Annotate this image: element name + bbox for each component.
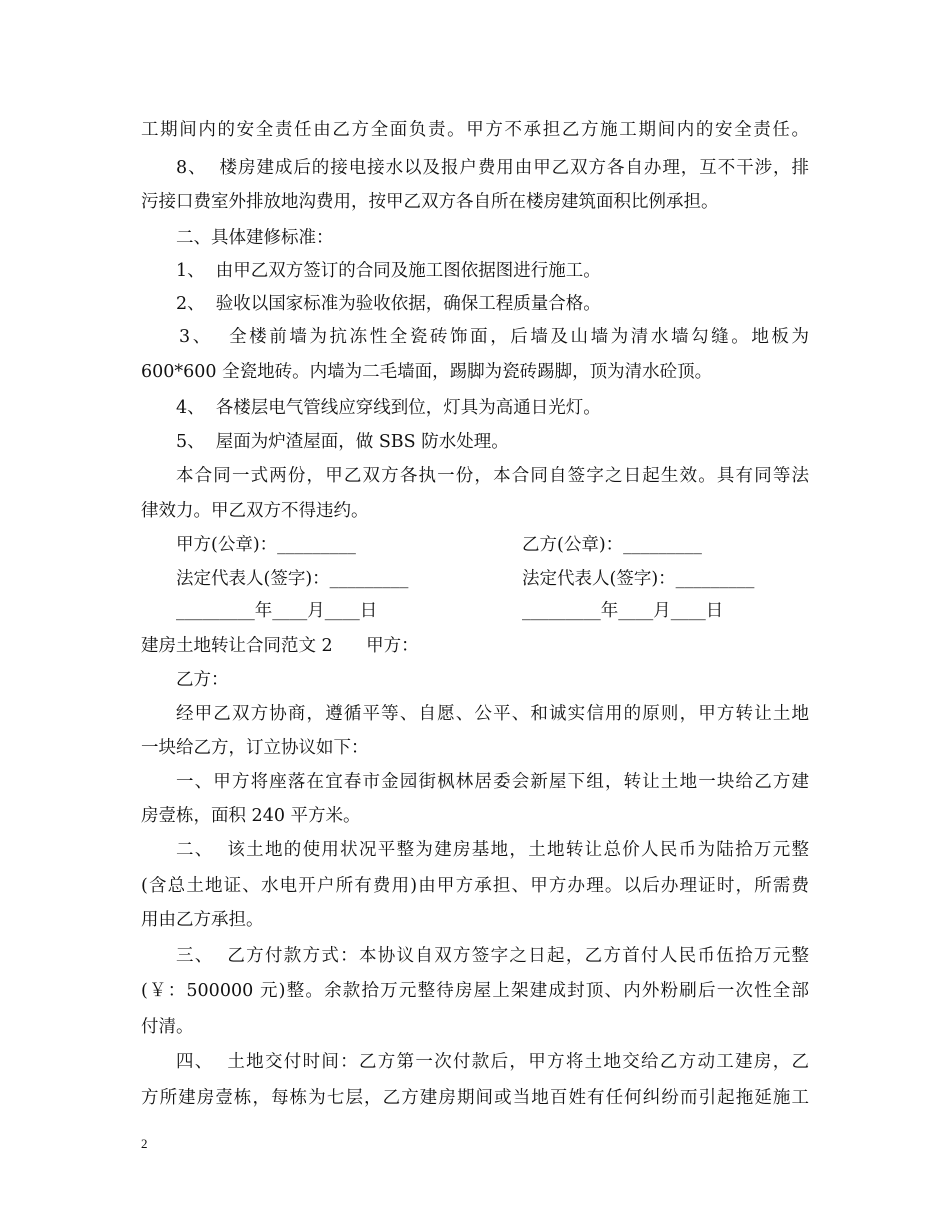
text-line: 乙方： — [176, 670, 229, 690]
text-line: 2、 验收以国家标准为验收依据，确保工程质量合格。 — [176, 294, 601, 314]
text-line: 二、 该土地的使用状况平整为建房基地，土地转让总价人民币为陆拾万元整 — [176, 840, 809, 860]
party-a-seal-field: 甲方(公章)：_________ — [176, 535, 356, 555]
text-line: 一、甲方将座落在宜春市金园街枫林居委会新屋下组，转让土地一块给乙方建 — [176, 772, 809, 792]
text-line: 付清。 — [141, 1017, 194, 1037]
text-line: 房壹栋，面积 240 平方米。 — [141, 806, 361, 826]
party-a-date-field: _________年____月____日 — [176, 601, 378, 621]
text-line: 四、 土地交付时间：乙方第一次付款后，甲方将土地交给乙方动工建房，乙 — [176, 1052, 809, 1072]
text-line: 本合同一式两份，甲乙双方各执一份，本合同自签字之日起生效。具有同等法 — [176, 466, 809, 486]
text-line: 工期间内的安全责任由乙方全面负责。甲方不承担乙方施工期间内的安全责任。 — [141, 120, 809, 140]
page-number: 2 — [141, 1136, 148, 1151]
text-line: 用由乙方承担。 — [141, 910, 264, 930]
text-line: 方所建房壹栋，每栋为七层，乙方建房期间或当地百姓有任何纠纷而引起拖延施工 — [141, 1088, 809, 1108]
party-b-seal-field: 乙方(公章)：_________ — [522, 535, 702, 555]
party-a-representative-field: 法定代表人(签字)：_________ — [176, 569, 409, 589]
text-line: 8、 楼房建成后的接电接水以及报户费用由甲乙双方各自办理，互不干涉，排 — [176, 158, 809, 178]
party-b-representative-field: 法定代表人(签字)：_________ — [522, 569, 755, 589]
text-line: 三、 乙方付款方式：本协议自双方签字之日起，乙方首付人民币伍拾万元整 — [176, 946, 809, 966]
party-b-date-field: _________年____月____日 — [522, 601, 724, 621]
text-line: 一块给乙方，订立协议如下： — [141, 738, 369, 758]
text-line: 4、 各楼层电气管线应穿线到位，灯具为高通日光灯。 — [176, 398, 601, 418]
text-line: 600*600 全瓷地砖。内墙为二毛墙面，踢脚为瓷砖踢脚，顶为清水砼顶。 — [141, 362, 713, 382]
text-line: (含总土地证、水电开户所有费用)由甲方承担、甲方办理。以后办理证时，所需费 — [141, 876, 809, 896]
text-line: 1、 由甲乙双方签订的合同及施工图依据图进行施工。 — [176, 261, 601, 281]
text-line: 律效力。甲乙双方不得违约。 — [141, 501, 369, 521]
text-line: 污接口费室外排放地沟费用，按甲乙双方各自所在楼房建筑面积比例承担。 — [141, 192, 719, 212]
text-line: 经甲乙双方协商，遵循平等、自愿、公平、和诚实信用的原则，甲方转让土地 — [176, 704, 809, 724]
text-line: (￥：500000 元)整。余款拾万元整待房屋上架建成封顶、内外粉刷后一次性全部 — [141, 981, 809, 1001]
contract-title: 建房土地转让合同范文 2 甲方： — [141, 636, 419, 656]
text-line: 5、 屋面为炉渣屋面，做 SBS 防水处理。 — [176, 432, 509, 452]
section-heading: 二、具体建修标准： — [176, 228, 334, 248]
text-line: 3、 全楼前墙为抗冻性全瓷砖饰面，后墙及山墙为清水墙勾缝。地板为 — [179, 327, 809, 347]
